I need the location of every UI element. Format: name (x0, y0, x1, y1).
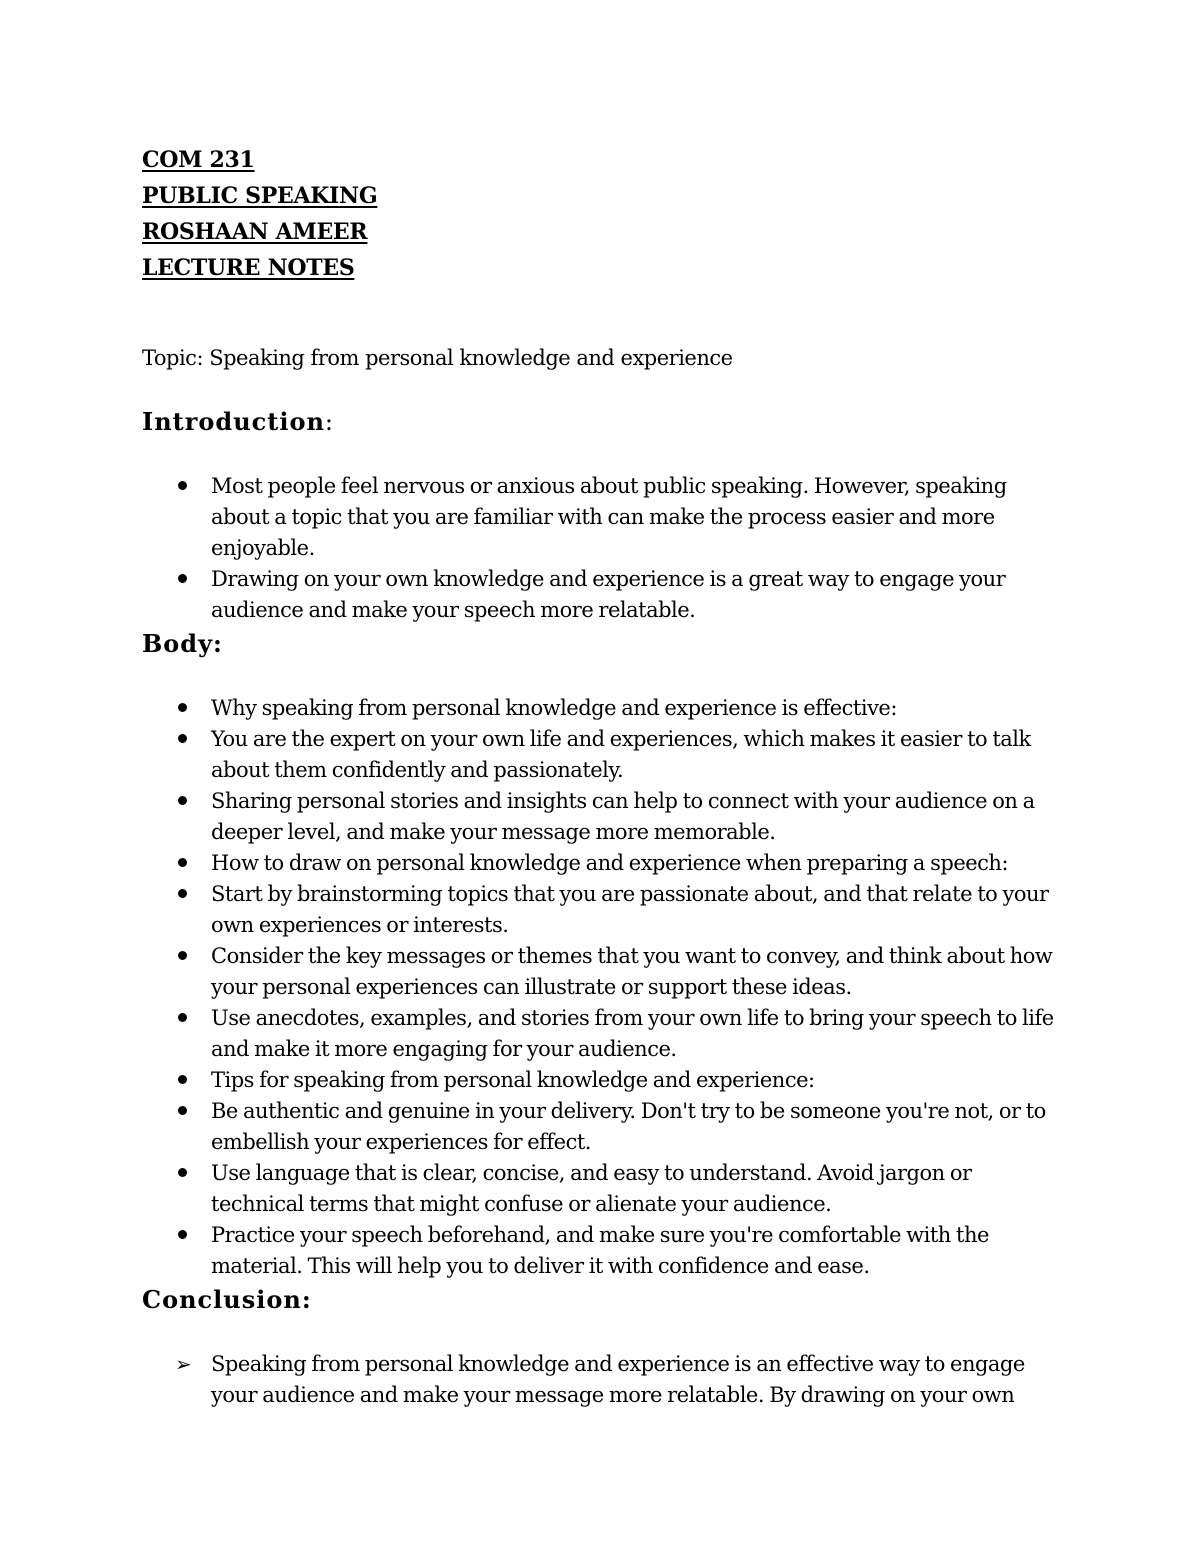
introduction-heading-colon: : (324, 408, 335, 436)
course-code: COM 231 (142, 147, 255, 173)
list-item (178, 1096, 1068, 1158)
disc-bullet-icon (178, 734, 187, 743)
disc-bullet-icon (178, 1230, 187, 1239)
disc-bullet-icon (178, 1168, 187, 1177)
list-item (178, 879, 1068, 941)
arrowhead-bullet-icon: ➢ (175, 1352, 192, 1376)
disc-bullet-icon (178, 481, 187, 490)
list-item-text: Use language that is clear, concise, and easy to understand. Avoid jargon or technical terms that might confuse or alienate your audience. (211, 1161, 972, 1216)
list-item (178, 564, 1068, 626)
list-item (178, 848, 1068, 879)
list-item-text: Consider the key messages or themes that you want to convey, and think about how your personal experiences can illustrate or support these ideas. (211, 944, 1053, 999)
disc-bullet-icon (178, 1106, 187, 1115)
body-list (178, 693, 1068, 1282)
introduction-list (178, 471, 1068, 626)
disc-bullet-icon (178, 1013, 187, 1022)
list-item-text: Be authentic and genuine in your delivery. Don't try to be someone you're not, or to embellish your experiences for effect. (211, 1099, 1046, 1154)
list-item-text: Practice your speech beforehand, and make sure you're comfortable with the material. This will help you to deliver it with confidence and ease. (211, 1223, 989, 1278)
list-item-text: Sharing personal stories and insights can help to connect with your audience on a deeper level, and make your message more memorable. (211, 789, 1035, 844)
disc-bullet-icon (178, 889, 187, 898)
list-item (178, 724, 1068, 786)
author-name: ROSHAAN AMEER (142, 219, 368, 245)
list-item (178, 786, 1068, 848)
course-name: PUBLIC SPEAKING (142, 183, 378, 209)
list-item-text: Why speaking from personal knowledge and experience is effective: (211, 696, 897, 720)
list-item (178, 693, 1068, 724)
list-item (178, 1003, 1068, 1065)
body-heading: Body: (142, 629, 223, 658)
topic-line: Topic: Speaking from personal knowledge and experience (142, 346, 733, 370)
list-item-text: Speaking from personal knowledge and experience is an effective way to engage your audience and make your message more relatable. By drawing on your own (211, 1352, 1025, 1407)
list-item-text: Tips for speaking from personal knowledge and experience: (211, 1068, 815, 1092)
list-item-text: Start by brainstorming topics that you are passionate about, and that relate to your own experiences or interests. (211, 882, 1049, 937)
list-item (178, 471, 1068, 564)
document-header (142, 142, 377, 286)
list-item (178, 1065, 1068, 1096)
list-item-text: Drawing on your own knowledge and experience is a great way to engage your audience and make your speech more relatable. (211, 567, 1006, 622)
disc-bullet-icon (178, 703, 187, 712)
list-item (178, 941, 1068, 1003)
disc-bullet-icon (178, 574, 187, 583)
introduction-heading-text: Introduction (142, 407, 325, 436)
list-item-text: Use anecdotes, examples, and stories from your own life to bring your speech to life and make it more engaging for your audience. (211, 1006, 1054, 1061)
list-item-text: You are the expert on your own life and experiences, which makes it easier to talk about them confidently and passionately. (211, 727, 1031, 782)
disc-bullet-icon (178, 858, 187, 867)
disc-bullet-icon (178, 951, 187, 960)
list-item (178, 1158, 1068, 1220)
document-type: LECTURE NOTES (142, 255, 355, 281)
list-item (178, 1220, 1068, 1282)
disc-bullet-icon (178, 1075, 187, 1084)
conclusion-list (175, 1349, 1068, 1411)
disc-bullet-icon (178, 796, 187, 805)
list-item-text: How to draw on personal knowledge and experience when preparing a speech: (211, 851, 1009, 875)
list-item-text: Most people feel nervous or anxious about public speaking. However, speaking about a topic that you are familiar with can make the process easier and more enjoyable. (211, 474, 1007, 560)
conclusion-heading: Conclusion: (142, 1285, 312, 1314)
list-item (175, 1349, 1068, 1411)
introduction-heading (142, 405, 334, 439)
